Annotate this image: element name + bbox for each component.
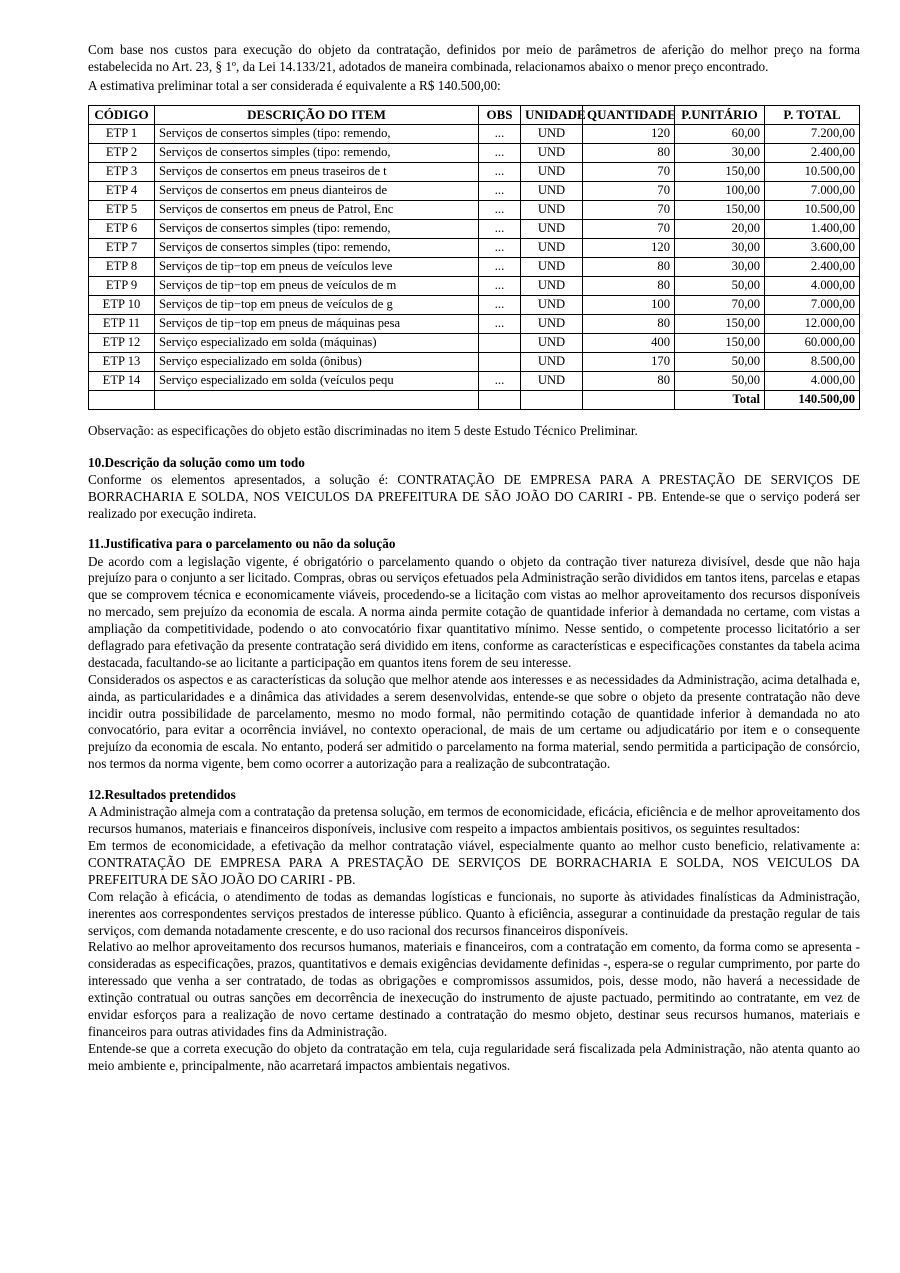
cell-obs: ... bbox=[479, 219, 521, 238]
cell-descricao: Serviço especializado em solda (veículos pequ bbox=[155, 371, 479, 390]
document-section bbox=[88, 454, 860, 523]
cell-quantidade: 80 bbox=[583, 257, 675, 276]
cell-quantidade: 80 bbox=[583, 276, 675, 295]
cell-unidade: UND bbox=[521, 162, 583, 181]
cell-codigo: ETP 6 bbox=[89, 219, 155, 238]
document-section bbox=[88, 786, 860, 1074]
table-row bbox=[89, 124, 860, 143]
column-header-codigo: CÓDIGO bbox=[89, 105, 155, 124]
cell-obs: ... bbox=[479, 181, 521, 200]
section-paragraph: Com relação à eficácia, o atendimento de todas as demandas logísticas e funcionais, no suporte às atividades finalísticas da Administração, inerentes aos correspondentes serviços prestados de interesse público. Quanto à eficiência, assegurar a continuidade da prestação regular de tais serviços, com demanda notadamente crescente, e do uso racional dos recursos financeiros disponíveis. bbox=[88, 888, 860, 938]
cell-unidade: UND bbox=[521, 257, 583, 276]
column-header-descricao: DESCRIÇÃO DO ITEM bbox=[155, 105, 479, 124]
cell-quantidade: 170 bbox=[583, 352, 675, 371]
observacao-note: Observação: as especificações do objeto estão discriminadas no item 5 deste Estudo Técnico Preliminar. bbox=[88, 422, 638, 438]
cell-obs: ... bbox=[479, 257, 521, 276]
cell-unitario: 150,00 bbox=[675, 200, 765, 219]
cell-total: 1.400,00 bbox=[765, 219, 860, 238]
cell-descricao: Serviços de consertos simples (tipo: remendo, bbox=[155, 143, 479, 162]
cell-descricao: Serviços de consertos simples (tipo: remendo, bbox=[155, 238, 479, 257]
cell-codigo: ETP 9 bbox=[89, 276, 155, 295]
cell-total: 4.000,00 bbox=[765, 371, 860, 390]
cell-obs: ... bbox=[479, 238, 521, 257]
column-header-unidade: UNIDADE bbox=[521, 105, 583, 124]
cell-unitario: 50,00 bbox=[675, 371, 765, 390]
cell-codigo: ETP 5 bbox=[89, 200, 155, 219]
cell-obs: ... bbox=[479, 162, 521, 181]
cell-unidade: UND bbox=[521, 181, 583, 200]
cell-unitario: 150,00 bbox=[675, 333, 765, 352]
section-paragraph: Conforme os elementos apresentados, a solução é: CONTRATAÇÃO DE EMPRESA PARA A PRESTAÇÃO DE SERVIÇOS DE BORRACHARIA E SOLDA, NOS VEICULOS DA PREFEITURA DE SÃO JOÃO DO CARIRI - PB. Entende-se que o serviço poderá ser realizado por execução indireta. bbox=[88, 471, 860, 521]
table-row bbox=[89, 143, 860, 162]
section-paragraph: Considerados os aspectos e as características da solução que melhor atende aos interesses e as necessidades da Administração, acima detalhada e, ainda, as particularidades e a dinâmica das atividades a serem desenvolvidas, entende-se que sobre o objeto da presente contratação não deve incidir outra possibilidade de parcelamento, mesmo no modo formal, não permitindo cotação de quantidade inferior à demandada no ato convocatório, para evitar a ocorrência inviável, no contexto operacional, de mais de um certame ou adjudicatário por item e o consequente prejuízo da economia de escala. No entanto, poderá ser admitido o parcelamento na forma material, sendo permitida a participação de consórcio, nos termos da norma vigente, bem como ocorrer a autorização para a realização de subcontratação. bbox=[88, 671, 860, 772]
cell-descricao: Serviços de tip−top em pneus de veículos leve bbox=[155, 257, 479, 276]
cell-descricao: Serviço especializado em solda (máquinas) bbox=[155, 333, 479, 352]
cell-codigo: ETP 13 bbox=[89, 352, 155, 371]
table-row bbox=[89, 219, 860, 238]
cell-quantidade: 80 bbox=[583, 143, 675, 162]
total-blank-descricao bbox=[155, 390, 479, 409]
total-blank-unidade bbox=[521, 390, 583, 409]
cell-obs: ... bbox=[479, 200, 521, 219]
cell-total: 2.400,00 bbox=[765, 143, 860, 162]
cell-codigo: ETP 3 bbox=[89, 162, 155, 181]
cell-total: 3.600,00 bbox=[765, 238, 860, 257]
total-value: 140.500,00 bbox=[765, 390, 860, 409]
cell-obs: ... bbox=[479, 295, 521, 314]
cell-descricao: Serviços de tip−top em pneus de veículos de g bbox=[155, 295, 479, 314]
cell-descricao: Serviços de tip−top em pneus de máquinas pesa bbox=[155, 314, 479, 333]
cell-descricao: Serviço especializado em solda (ônibus) bbox=[155, 352, 479, 371]
cell-descricao: Serviços de consertos em pneus dianteiros de bbox=[155, 181, 479, 200]
section-paragraph: Entende-se que a correta execução do objeto da contratação em tela, cuja regularidade será fiscalizada pela Administração, não atenta quanto ao meio ambiente e, principalmente, não acarretará impactos ambientais negativos. bbox=[88, 1040, 860, 1073]
section-heading: 12.Resultados pretendidos bbox=[88, 787, 236, 803]
cell-quantidade: 80 bbox=[583, 314, 675, 333]
cell-total: 12.000,00 bbox=[765, 314, 860, 333]
cell-codigo: ETP 14 bbox=[89, 371, 155, 390]
total-blank-codigo bbox=[89, 390, 155, 409]
cell-unidade: UND bbox=[521, 295, 583, 314]
column-header-punitario: P.UNITÁRIO bbox=[675, 105, 765, 124]
table-row bbox=[89, 257, 860, 276]
items-table-foot bbox=[89, 390, 860, 409]
cell-codigo: ETP 8 bbox=[89, 257, 155, 276]
cell-total: 7.000,00 bbox=[765, 181, 860, 200]
table-row bbox=[89, 162, 860, 181]
table-row bbox=[89, 333, 860, 352]
cell-unitario: 150,00 bbox=[675, 314, 765, 333]
cell-unitario: 70,00 bbox=[675, 295, 765, 314]
cell-unidade: UND bbox=[521, 143, 583, 162]
cell-codigo: ETP 1 bbox=[89, 124, 155, 143]
cell-total: 60.000,00 bbox=[765, 333, 860, 352]
cell-quantidade: 70 bbox=[583, 181, 675, 200]
section-paragraph: De acordo com a legislação vigente, é obrigatório o parcelamento quando o objeto da contração tiver natureza divisível, desde que não haja prejuízo para o conjunto a ser licitado. Compras, obras ou serviços efetuados pela Administração serão divididos em tantos itens, parcelas e etapas que se comprovem técnica e economicamente viáveis, procedendo-se a licitação com vistas ao melhor aproveitamento dos recursos disponíveis no mercado, sem prejuízo da economia de escala. A norma ainda permite cotação de quantidade inferior à demandada no certame, com vistas a ampliação da competitividade, podendo o ato convocatório fixar quantitativo mínimo. Nesse sentido, o competente processo licitatório a ser deflagrado para efetivação da presente contratação será dividido em itens, conforme as características e especificações constantes da tabela acima destacada, facultando-se ao licitante a participação em quantos itens forem de seu interesse. bbox=[88, 553, 860, 670]
document-section bbox=[88, 535, 860, 773]
cell-unitario: 100,00 bbox=[675, 181, 765, 200]
cell-unitario: 20,00 bbox=[675, 219, 765, 238]
table-row bbox=[89, 314, 860, 333]
cell-codigo: ETP 7 bbox=[89, 238, 155, 257]
cell-total: 2.400,00 bbox=[765, 257, 860, 276]
cell-quantidade: 120 bbox=[583, 238, 675, 257]
cell-quantidade: 400 bbox=[583, 333, 675, 352]
cell-descricao: Serviços de consertos em pneus traseiros de t bbox=[155, 162, 479, 181]
column-header-ptotal: P. TOTAL bbox=[765, 105, 860, 124]
cell-obs: ... bbox=[479, 124, 521, 143]
cell-quantidade: 70 bbox=[583, 200, 675, 219]
section-paragraph: Em termos de economicidade, a efetivação da melhor contratação viável, especialmente quanto ao melhor custo beneficio, relativamente a: CONTRATAÇÃO DE EMPRESA PARA A PRESTAÇÃO DE SERVIÇOS DE BORRACHARIA E SOLDA, NOS VEICULOS DA PREFEITURA DE SÃO JOÃO DO CARIRI - PB. bbox=[88, 838, 860, 887]
cell-codigo: ETP 2 bbox=[89, 143, 155, 162]
cell-obs: ... bbox=[479, 143, 521, 162]
cell-unitario: 30,00 bbox=[675, 238, 765, 257]
cell-unidade: UND bbox=[521, 352, 583, 371]
cell-quantidade: 80 bbox=[583, 371, 675, 390]
cell-total: 10.500,00 bbox=[765, 162, 860, 181]
sections-container bbox=[88, 454, 860, 1075]
cell-unidade: UND bbox=[521, 371, 583, 390]
cell-unitario: 60,00 bbox=[675, 124, 765, 143]
estimate-paragraph: A estimativa preliminar total a ser considerada é equivalente a R$ 140.500,00: bbox=[88, 77, 501, 93]
cell-unitario: 30,00 bbox=[675, 257, 765, 276]
cell-codigo: ETP 11 bbox=[89, 314, 155, 333]
cell-obs bbox=[479, 333, 521, 352]
cell-descricao: Serviços de consertos simples (tipo: remendo, bbox=[155, 219, 479, 238]
table-header-row bbox=[89, 105, 860, 124]
cell-unidade: UND bbox=[521, 200, 583, 219]
table-row bbox=[89, 371, 860, 390]
cell-total: 8.500,00 bbox=[765, 352, 860, 371]
section-heading: 11.Justificativa para o parcelamento ou não da solução bbox=[88, 536, 396, 552]
cell-obs: ... bbox=[479, 314, 521, 333]
cell-unitario: 50,00 bbox=[675, 352, 765, 371]
cell-unidade: UND bbox=[521, 314, 583, 333]
cell-codigo: ETP 12 bbox=[89, 333, 155, 352]
items-table bbox=[88, 105, 860, 410]
cell-total: 10.500,00 bbox=[765, 200, 860, 219]
table-row bbox=[89, 200, 860, 219]
cell-codigo: ETP 4 bbox=[89, 181, 155, 200]
cell-quantidade: 100 bbox=[583, 295, 675, 314]
cell-obs: ... bbox=[479, 276, 521, 295]
cell-obs bbox=[479, 352, 521, 371]
table-row bbox=[89, 352, 860, 371]
table-total-row bbox=[89, 390, 860, 409]
items-table-body bbox=[89, 124, 860, 390]
section-heading: 10.Descrição da solução como um todo bbox=[88, 454, 305, 470]
cell-unitario: 150,00 bbox=[675, 162, 765, 181]
cell-quantidade: 70 bbox=[583, 162, 675, 181]
section-paragraph: Relativo ao melhor aproveitamento dos recursos humanos, materiais e financeiros, com a contratação em comento, da forma como se apresenta - consideradas as especificações, prazos, quantitativos e demais exigências devidamente definidas -, espera-se o regular cumprimento, por parte do interessado que venha a ser contratado, de todas as obrigações e compromissos assumidos, pois, desse modo, não haverá a necessidade de extinção contratual ou outras sanções em decorrência de inexecução do instrumento de ajuste pactuado, permitindo ao contratante, em vez de envidar esforços para a realização de novo certame destinado a contratação do mesmo objeto, destinar seus recursos humanos, materiais e financeiros para outras atividades fins da Administração. bbox=[88, 939, 860, 1039]
cell-descricao: Serviços de consertos simples (tipo: remendo, bbox=[155, 124, 479, 143]
total-blank-obs bbox=[479, 390, 521, 409]
cell-total: 7.200,00 bbox=[765, 124, 860, 143]
cell-obs: ... bbox=[479, 371, 521, 390]
section-paragraph: A Administração almeja com a contratação da pretensa solução, em termos de economicidade, eficácia, eficiência e de melhor aproveitamento dos recursos humanos, materiais e financeiros disponíveis, inclusive com respeito a impactos ambientais positivos, os seguintes resultados: bbox=[88, 804, 860, 837]
cell-unitario: 30,00 bbox=[675, 143, 765, 162]
column-header-obs: OBS bbox=[479, 105, 521, 124]
cell-descricao: Serviços de consertos em pneus de Patrol, Enc bbox=[155, 200, 479, 219]
table-row bbox=[89, 295, 860, 314]
cell-codigo: ETP 10 bbox=[89, 295, 155, 314]
cell-unidade: UND bbox=[521, 333, 583, 352]
table-row bbox=[89, 276, 860, 295]
cell-unidade: UND bbox=[521, 124, 583, 143]
column-header-quantidade: QUANTIDADE bbox=[583, 105, 675, 124]
cell-unidade: UND bbox=[521, 238, 583, 257]
table-row bbox=[89, 238, 860, 257]
table-row bbox=[89, 181, 860, 200]
cell-unitario: 50,00 bbox=[675, 276, 765, 295]
cell-quantidade: 120 bbox=[583, 124, 675, 143]
total-blank-quantidade bbox=[583, 390, 675, 409]
intro-paragraph: Com base nos custos para execução do objeto da contratação, definidos por meio de parâmetros de aferição do melhor preço na forma estabelecida no Art. 23, § 1º, da Lei 14.133/21, adotados de maneira combinada, relacionamos abaixo o menor preço encontrado. bbox=[88, 42, 860, 74]
cell-unidade: UND bbox=[521, 219, 583, 238]
cell-total: 4.000,00 bbox=[765, 276, 860, 295]
items-table-head bbox=[89, 105, 860, 124]
total-label: Total bbox=[675, 390, 765, 409]
cell-descricao: Serviços de tip−top em pneus de veículos de m bbox=[155, 276, 479, 295]
cell-quantidade: 70 bbox=[583, 219, 675, 238]
cell-unidade: UND bbox=[521, 276, 583, 295]
cell-total: 7.000,00 bbox=[765, 295, 860, 314]
